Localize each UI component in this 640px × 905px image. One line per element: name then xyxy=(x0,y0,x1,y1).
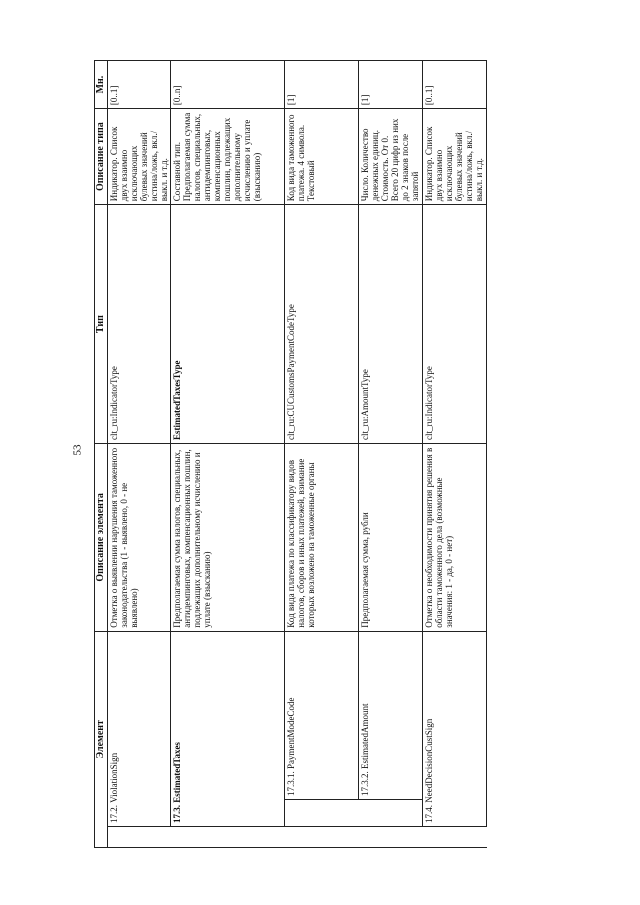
row-multiplicity: [0..1] xyxy=(108,61,171,109)
row-number: 17.2. xyxy=(109,804,119,823)
indent-cell xyxy=(359,826,423,847)
header-multiplicity: Мн. xyxy=(95,61,108,109)
row-multiplicity: [1] xyxy=(359,61,423,109)
table-header-row xyxy=(95,61,108,848)
row-multiplicity: [1] xyxy=(285,61,359,109)
header-element: Элемент xyxy=(95,631,108,847)
row-number: 17.3. xyxy=(172,804,182,823)
row-description: Отметка о необходимости принятия решения в области таможенного дела (возможные значения: 1 - да, 0 - нет) xyxy=(423,443,487,631)
row-type-description: Индикатор. Список двух взаимно исключающих булевых значений истина/ложь, вкл./выкл. и т.д. xyxy=(423,109,487,205)
row-type: clt_ru:AmountType xyxy=(359,205,423,444)
row-element xyxy=(359,631,423,799)
table-row xyxy=(423,61,487,848)
row-type-description: Код вида таможенного платежа. 4 символа. Текстовый xyxy=(285,109,359,205)
row-number: 17.3.2. xyxy=(360,771,370,796)
row-type: clt_ru:IndicatorType xyxy=(423,205,487,444)
table-row xyxy=(359,61,423,848)
row-type-description: Число. Количество денежных единиц. Стоимость. От 0. Всего 20 цифр из них до 2 знаков после запятой xyxy=(359,109,423,205)
row-name: NeedDecisionCustSign xyxy=(424,718,434,803)
row-element xyxy=(285,631,359,799)
elements-table xyxy=(94,60,487,848)
row-multiplicity: [0..1] xyxy=(423,61,487,109)
row-number: 17.4. xyxy=(424,804,434,823)
row-description: Предполагаемая сумма налогов, специальных, антидемпинговых, компенсационных пошлин, подлежащих дополнительному исчислению и уплате (взысканию) xyxy=(171,443,285,631)
row-description: Отметка о выявлении нарушения таможенного законодательства (1 - выявлено, 0 - не выявлено) xyxy=(108,443,171,631)
row-description: Предполагаемая сумма, рубли xyxy=(359,443,423,631)
row-type: clt_ru:CUCustomsPaymentCodeType xyxy=(285,205,359,444)
row-name: EstimatedAmount xyxy=(360,703,370,769)
row-multiplicity: [0..n] xyxy=(171,61,285,109)
row-type: EstimatedTaxesType xyxy=(171,205,285,444)
row-type-description: Составной тип. Предполагаемая сумма налогов, специальных, антидемпинговых, компенсационных пошлин, подлежащих дополнительному исчислению и уплате (взысканию) xyxy=(171,109,285,205)
row-description: Код вида платежа по классификатору видов налогов, сборов и иных платежей, взимание которых возложено на таможенные органы xyxy=(285,443,359,631)
indent-cell xyxy=(359,799,423,826)
row-element xyxy=(171,631,285,826)
table-row xyxy=(285,61,359,848)
row-element xyxy=(108,631,171,826)
indent-cell xyxy=(423,826,487,847)
header-type-description: Описание типа xyxy=(95,109,108,205)
indent-cell xyxy=(285,799,359,826)
row-type-description: Индикатор. Список двух взаимно исключающих булевых значений истина/ложь, вкл./выкл. и т.д. xyxy=(108,109,171,205)
indent-cell xyxy=(171,826,285,847)
row-name: PaymentModeCode xyxy=(286,697,296,769)
header-description: Описание элемента xyxy=(95,443,108,631)
header-type: Тип xyxy=(95,205,108,444)
rotated-table-container xyxy=(94,60,482,848)
row-type: clt_ru:IndicatorType xyxy=(108,205,171,444)
row-name: EstimatedTaxes xyxy=(172,742,182,803)
row-element xyxy=(423,631,487,826)
page-number: 53 xyxy=(71,444,84,456)
row-number: 17.3.1. xyxy=(286,771,296,796)
table-row xyxy=(171,61,285,848)
indent-cell xyxy=(108,826,171,847)
indent-cell xyxy=(285,826,359,847)
table-row xyxy=(108,61,171,848)
row-name: ViolationSign xyxy=(109,752,119,803)
